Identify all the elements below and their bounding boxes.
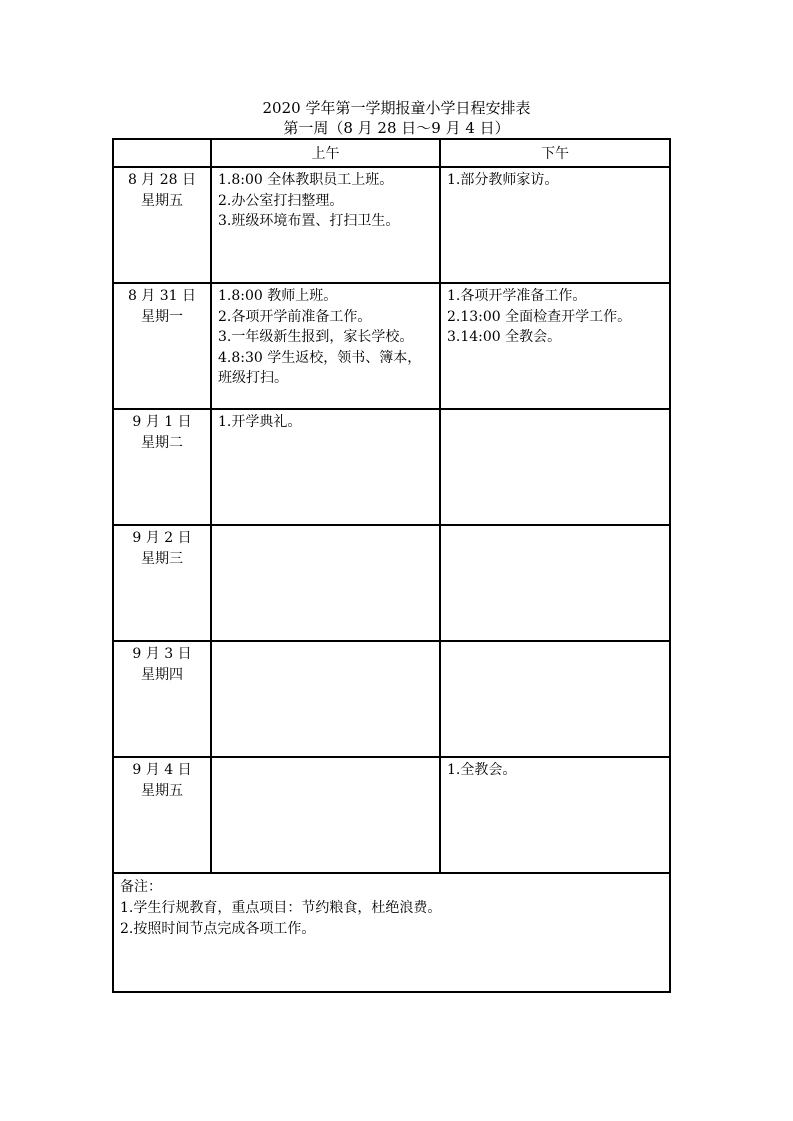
afternoon-cell [440, 757, 670, 873]
date-label: 9 月 2 日 [132, 530, 192, 546]
date-cell [113, 525, 211, 641]
task-item: 3.一年级新生报到，家长学校。 [218, 329, 414, 345]
task-item: 2.13:00 全面检查开学工作。 [447, 308, 632, 325]
task-item: 1.8:00 全体教职员工上班。 [218, 172, 394, 188]
header-afternoon: 下午 [440, 139, 670, 167]
afternoon-cell [440, 167, 670, 283]
afternoon-cell [440, 283, 670, 409]
header-row [113, 139, 670, 167]
date-cell [113, 283, 211, 409]
weekday-label: 星期二 [141, 435, 183, 451]
schedule-row [113, 409, 670, 525]
schedule-row [113, 283, 670, 409]
schedule-row [113, 525, 670, 641]
header-morning: 上午 [211, 139, 440, 167]
task-item: 1.全教会。 [447, 762, 517, 778]
task-item: 3.14:00 全教会。 [447, 329, 562, 345]
weekday-label: 星期五 [141, 193, 183, 209]
date-cell [113, 167, 211, 283]
morning-cell [211, 167, 440, 283]
task-item: 1.部分教师家访。 [447, 172, 559, 188]
schedule-row [113, 167, 670, 283]
afternoon-cell [440, 641, 670, 757]
date-label: 8 月 28 日 [127, 172, 197, 188]
document-subtitle: 第一周（8 月 28 日～9 月 4 日） [283, 119, 510, 137]
document-title: 2020 学年第一学期报童小学日程安排表 [262, 99, 531, 117]
afternoon-task-list [447, 170, 665, 191]
date-label: 9 月 1 日 [132, 414, 192, 430]
afternoon-cell [440, 409, 670, 525]
weekday-label: 星期四 [141, 667, 183, 683]
task-item: 4.8:30 学生返校，领书、簿本，班级打扫。 [218, 349, 422, 386]
morning-cell [211, 525, 440, 641]
task-item: 1.8:00 教师上班。 [218, 288, 338, 304]
morning-cell [211, 757, 440, 873]
notes-list [120, 898, 663, 940]
morning-task-list [218, 412, 435, 433]
date-cell [113, 641, 211, 757]
task-item: 1.开学典礼。 [218, 414, 302, 430]
schedule-row [113, 641, 670, 757]
morning-task-list [218, 170, 435, 232]
afternoon-cell [440, 525, 670, 641]
notes-cell [113, 873, 670, 992]
date-label: 9 月 4 日 [132, 762, 192, 778]
date-cell [113, 409, 211, 525]
morning-cell [211, 283, 440, 409]
notes-label: 备注： [120, 879, 162, 895]
date-cell [113, 757, 211, 873]
afternoon-task-list [447, 760, 665, 781]
task-item: 3.班级环境布置、打扫卫生。 [218, 213, 400, 229]
notes-row [113, 873, 670, 992]
morning-cell [211, 409, 440, 525]
note-item: 2.按照时间节点完成各项工作。 [120, 921, 316, 937]
weekday-label: 星期一 [141, 309, 183, 325]
task-item: 1.各项开学准备工作。 [447, 288, 587, 304]
morning-cell [211, 641, 440, 757]
weekday-label: 星期三 [141, 551, 183, 567]
task-item: 2.办公室打扫整理。 [218, 192, 344, 209]
schedule-table [112, 138, 671, 993]
note-item: 1.学生行规教育，重点项目：节约粮食，杜绝浪费。 [120, 900, 442, 916]
date-label: 9 月 3 日 [132, 646, 192, 662]
weekday-label: 星期五 [141, 783, 183, 799]
morning-task-list [218, 286, 435, 389]
header-date [113, 139, 211, 167]
schedule-row [113, 757, 670, 873]
task-item: 2.各项开学前准备工作。 [218, 308, 372, 325]
afternoon-task-list [447, 286, 665, 348]
date-label: 8 月 31 日 [127, 288, 197, 304]
